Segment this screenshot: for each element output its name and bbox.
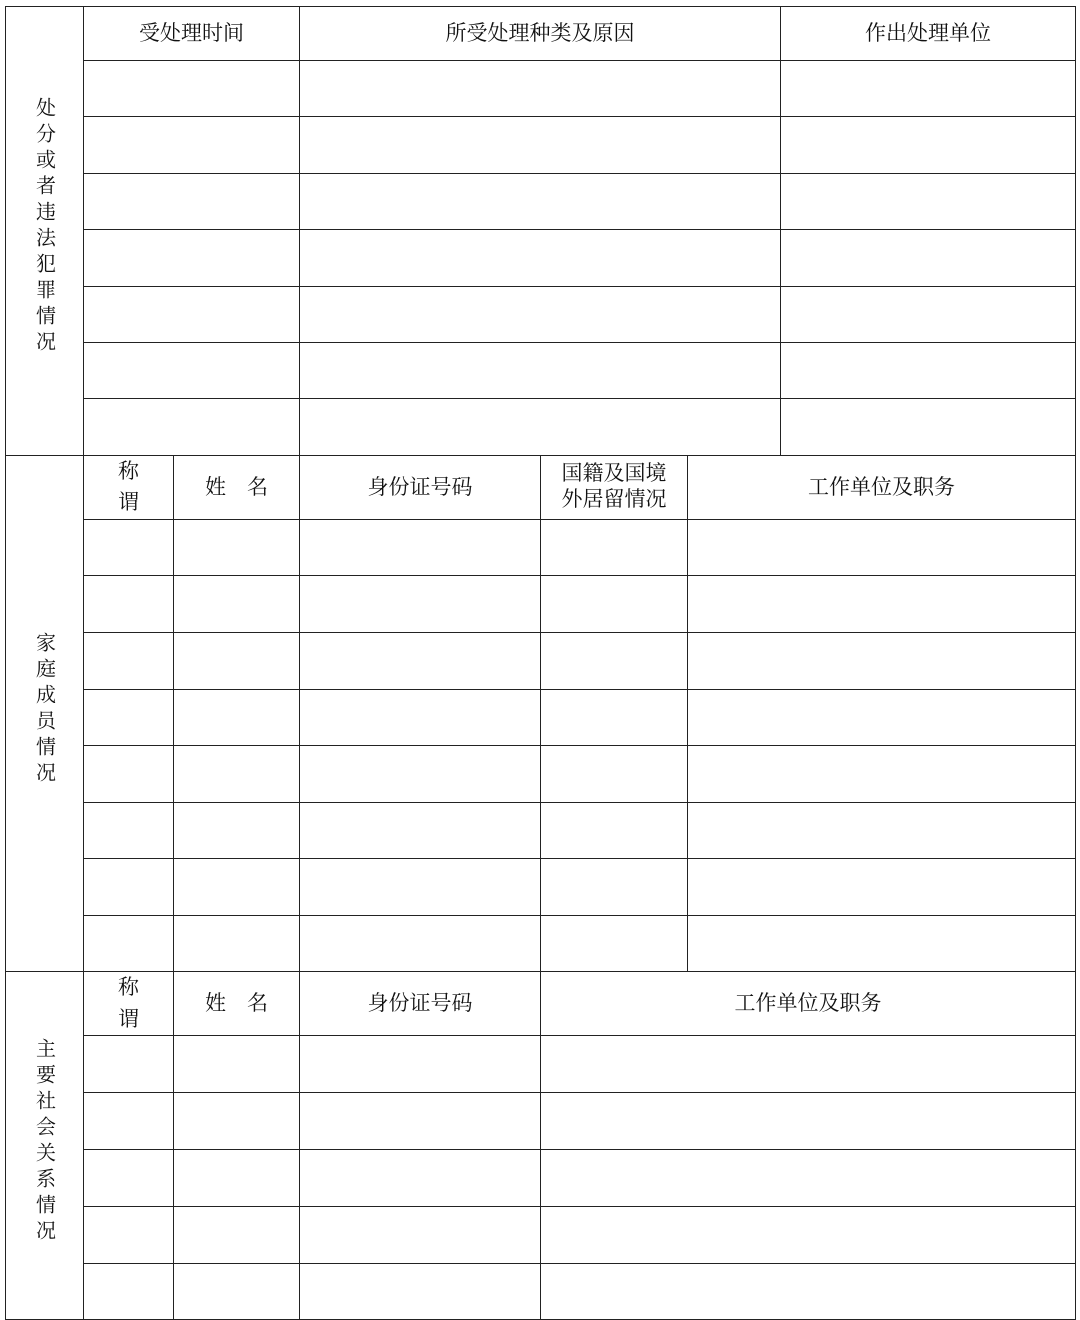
header-nationality (541, 455, 688, 519)
family-entry-cell[interactable] (174, 519, 300, 576)
family-entry-cell[interactable] (84, 689, 174, 746)
discipline-entry-row (6, 117, 1076, 173)
social-entry-cell[interactable] (84, 1036, 174, 1093)
family-entry-row (6, 746, 1076, 803)
social-entry-cell[interactable] (541, 1150, 1076, 1207)
header-name: 姓 名 (174, 455, 300, 519)
header-relation (84, 455, 174, 519)
family-entry-cell[interactable] (84, 519, 174, 576)
social-entry-cell[interactable] (84, 1093, 174, 1150)
social-label-text: 主要社会关系情况 (32, 1038, 57, 1247)
discipline-entry-cell[interactable] (84, 342, 300, 398)
social-entry-cell[interactable] (174, 1150, 300, 1207)
nationality-text: 国籍及国境外居留情况 (561, 461, 667, 511)
family-entry-cell[interactable] (174, 915, 300, 972)
family-entry-cell[interactable] (174, 859, 300, 916)
social-entry-cell[interactable] (174, 1036, 300, 1093)
social-entry-row (6, 1206, 1076, 1263)
social-entry-cell[interactable] (84, 1263, 174, 1320)
discipline-entry-cell[interactable] (781, 117, 1076, 173)
social-entry-row (6, 1263, 1076, 1320)
discipline-entry-cell[interactable] (300, 173, 781, 229)
discipline-entry-row (6, 342, 1076, 398)
family-entry-cell[interactable] (174, 746, 300, 803)
family-entry-cell[interactable] (688, 689, 1076, 746)
family-entry-cell[interactable] (174, 576, 300, 633)
family-entry-cell[interactable] (174, 632, 300, 689)
family-entry-cell[interactable] (300, 689, 541, 746)
social-entry-cell[interactable] (84, 1150, 174, 1207)
social-entry-row (6, 1093, 1076, 1150)
personal-record-form (5, 6, 1076, 1320)
discipline-entry-row (6, 61, 1076, 117)
social-header-row (6, 972, 1076, 1036)
family-entry-cell[interactable] (688, 746, 1076, 803)
family-entry-cell[interactable] (688, 519, 1076, 576)
social-section-label (6, 972, 84, 1320)
discipline-entry-cell[interactable] (781, 230, 1076, 286)
header-relation (84, 972, 174, 1036)
family-entry-cell[interactable] (300, 519, 541, 576)
family-entry-cell[interactable] (300, 859, 541, 916)
header-name: 姓 名 (174, 972, 300, 1036)
family-entry-cell[interactable] (84, 915, 174, 972)
discipline-entry-cell[interactable] (781, 61, 1076, 117)
social-section (6, 972, 1076, 1320)
family-entry-cell[interactable] (174, 802, 300, 859)
family-entry-cell[interactable] (541, 632, 688, 689)
family-entry-cell[interactable] (688, 576, 1076, 633)
discipline-entry-row (6, 230, 1076, 286)
family-header-row (6, 455, 1076, 519)
family-entry-cell[interactable] (300, 576, 541, 633)
discipline-entry-row (6, 286, 1076, 342)
family-entry-cell[interactable] (84, 802, 174, 859)
social-entry-cell[interactable] (300, 1093, 541, 1150)
social-entry-cell[interactable] (541, 1093, 1076, 1150)
relation-text: 称谓 (118, 458, 139, 515)
family-entry-cell[interactable] (300, 802, 541, 859)
family-entry-cell[interactable] (541, 915, 688, 972)
social-entry-cell[interactable] (84, 1206, 174, 1263)
family-entry-cell[interactable] (541, 746, 688, 803)
family-entry-cell[interactable] (541, 519, 688, 576)
discipline-entry-cell[interactable] (781, 342, 1076, 398)
social-entry-cell[interactable] (541, 1263, 1076, 1320)
family-entry-cell[interactable] (541, 689, 688, 746)
social-entry-cell[interactable] (174, 1206, 300, 1263)
family-entry-cell[interactable] (84, 859, 174, 916)
social-entry-row (6, 1150, 1076, 1207)
family-entry-cell[interactable] (300, 632, 541, 689)
family-entry-cell[interactable] (541, 802, 688, 859)
discipline-entry-cell[interactable] (84, 399, 300, 455)
social-entry-row (6, 1036, 1076, 1093)
family-entry-row (6, 802, 1076, 859)
social-entry-cell[interactable] (174, 1263, 300, 1320)
discipline-entry-cell[interactable] (84, 230, 300, 286)
family-entry-cell[interactable] (688, 632, 1076, 689)
discipline-entry-cell[interactable] (84, 286, 300, 342)
family-entry-cell[interactable] (174, 689, 300, 746)
header-handling-unit: 作出处理单位 (781, 7, 1076, 61)
discipline-entry-cell[interactable] (84, 173, 300, 229)
discipline-entry-cell[interactable] (300, 117, 781, 173)
family-entry-row (6, 576, 1076, 633)
discipline-section-label (6, 7, 84, 456)
family-entry-row (6, 689, 1076, 746)
discipline-entry-cell[interactable] (300, 230, 781, 286)
family-entry-cell[interactable] (688, 859, 1076, 916)
discipline-entry-cell[interactable] (300, 286, 781, 342)
family-entry-cell[interactable] (84, 632, 174, 689)
social-entry-cell[interactable] (300, 1036, 541, 1093)
social-entry-cell[interactable] (300, 1206, 541, 1263)
social-entry-cell[interactable] (174, 1093, 300, 1150)
family-entry-row (6, 859, 1076, 916)
header-employer-position: 工作单位及职务 (688, 455, 1076, 519)
family-label-text: 家庭成员情况 (32, 631, 57, 788)
family-entry-cell[interactable] (84, 576, 174, 633)
social-entry-cell[interactable] (541, 1206, 1076, 1263)
header-type-reason: 所受处理种类及原因 (300, 7, 781, 61)
family-entry-row (6, 915, 1076, 972)
family-entry-cell[interactable] (688, 802, 1076, 859)
discipline-entry-cell[interactable] (300, 342, 781, 398)
discipline-entry-row (6, 173, 1076, 229)
discipline-entry-row (6, 399, 1076, 455)
family-section (6, 455, 1076, 972)
discipline-entry-cell[interactable] (300, 61, 781, 117)
social-entry-cell[interactable] (300, 1263, 541, 1320)
family-section-label (6, 455, 84, 972)
discipline-entry-cell[interactable] (84, 117, 300, 173)
discipline-entry-cell[interactable] (781, 399, 1076, 455)
discipline-entry-cell[interactable] (781, 286, 1076, 342)
family-entry-cell[interactable] (300, 746, 541, 803)
family-entry-cell[interactable] (300, 915, 541, 972)
discipline-entry-cell[interactable] (781, 173, 1076, 229)
discipline-entry-cell[interactable] (300, 399, 781, 455)
header-id-number: 身份证号码 (300, 455, 541, 519)
social-entry-cell[interactable] (300, 1150, 541, 1207)
family-entry-cell[interactable] (541, 576, 688, 633)
discipline-section (6, 7, 1076, 456)
family-entry-cell[interactable] (688, 915, 1076, 972)
header-time: 受处理时间 (84, 7, 300, 61)
discipline-header-row (6, 7, 1076, 61)
family-entry-cell[interactable] (541, 859, 688, 916)
relation-text: 称谓 (118, 975, 139, 1031)
discipline-label-text: 处分或者违法犯罪情况 (32, 97, 57, 358)
discipline-entry-cell[interactable] (84, 61, 300, 117)
family-entry-row (6, 519, 1076, 576)
header-employer-position: 工作单位及职务 (541, 972, 1076, 1036)
header-id-number: 身份证号码 (300, 972, 541, 1036)
social-entry-cell[interactable] (541, 1036, 1076, 1093)
family-entry-row (6, 632, 1076, 689)
family-entry-cell[interactable] (84, 746, 174, 803)
